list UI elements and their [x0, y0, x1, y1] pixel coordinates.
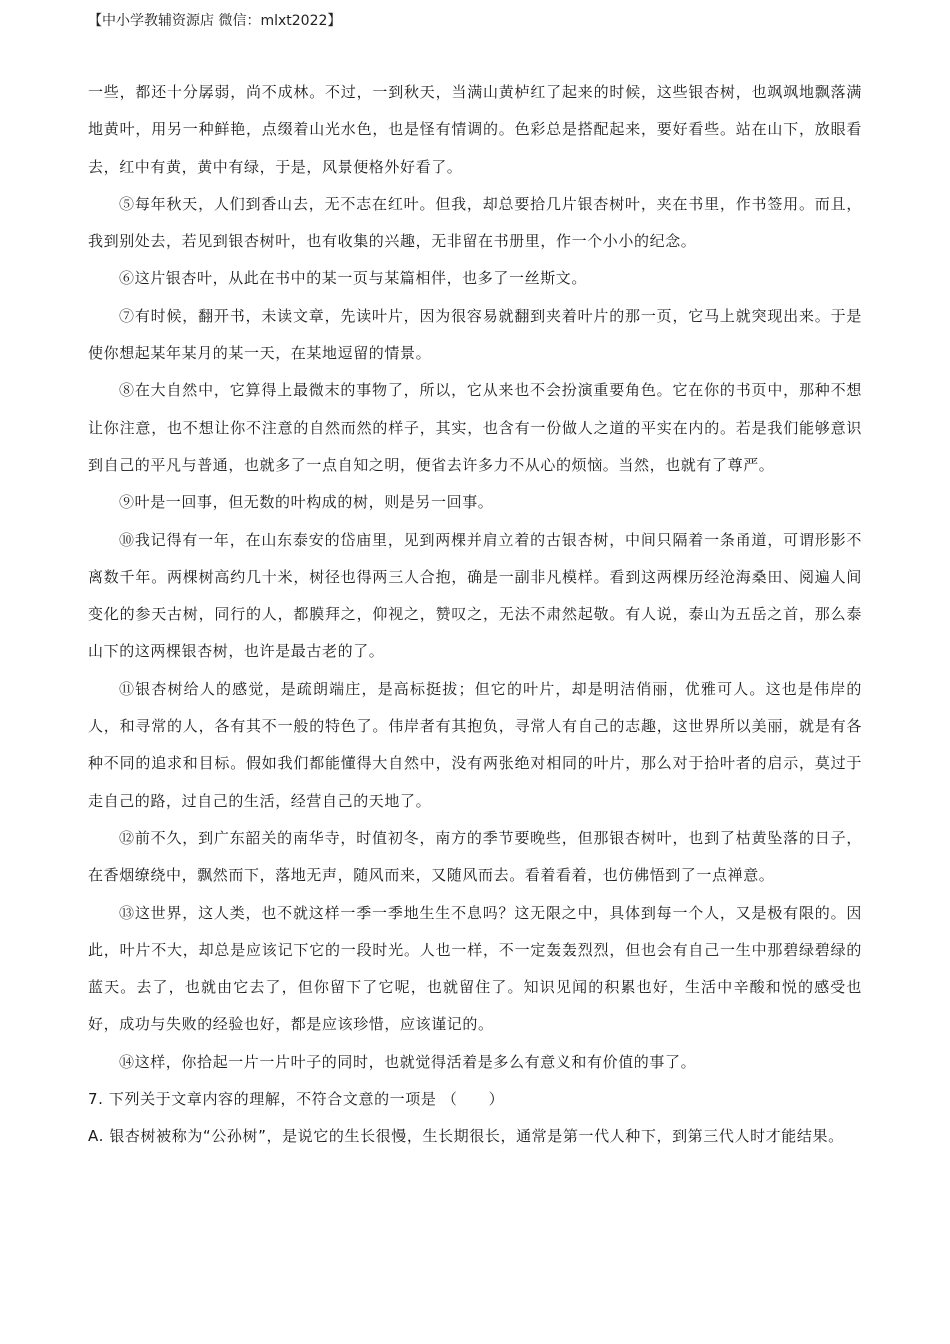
question-stem: 7. 下列关于文章内容的理解，不符合文意的一项是 （ ） [88, 1090, 505, 1109]
paragraph: ⑨叶是一回事，但无数的叶构成的树，则是另一回事。 [119, 493, 494, 512]
paragraph: ⑭这样，你拾起一片一片叶子的同时，也就觉得活着是多么有意义和有价值的事了。 [119, 1052, 697, 1071]
article-body [88, 74, 862, 1156]
paragraph: 一些，都还十分孱弱，尚不成林。不过，一到秋天，当满山黄栌红了起来的时候，这些银杏树，也飒飒地飘落满地黄叶，用另一种鲜艳，点缀着山光水色，也是怪有情调的。色彩总是搭配起来，要好看些。站在山下，放眼看去，红中有黄，黄中有绿，于是，风景便格外好看了。 [88, 83, 862, 176]
paragraph: ⑪银杏树给人的感觉，是疏朗端庄，是高标挺拔；但它的叶片，却是明洁俏丽，优雅可人。这也是伟岸的人，和寻常的人，各有其不一般的特色了。伟岸者有其抱负，寻常人有自己的志趣，这世界所以美丽，就是有各种不同的追求和目标。假如我们都能懂得大自然中，没有两张绝对相同的叶片，那么对于拾叶者的启示，莫过于走自己的路，过自己的生活，经营自己的天地了。 [88, 679, 862, 810]
page-header: 【中小学教辅资源店 微信：mlxt2022】 [88, 13, 342, 29]
paragraph: ⑦有时候，翻开书，未读文章，先读叶片，因为很容易就翻到夹着叶片的那一页，它马上就突现出来。于是使你想起某年某月的某一天，在某地逗留的情景。 [88, 306, 862, 363]
paragraph: ⑥这片银杏叶，从此在书中的某一页与某篇相伴，也多了一丝斯文。 [119, 269, 588, 288]
paragraph: ⑧在大自然中，它算得上最微末的事物了，所以，它从来也不会扮演重要角色。它在你的书页中，那种不想让你注意，也不想让你不注意的自然而然的样子，其实，也含有一份做人之道的平实在内的。若是我们能够意识到自己的平凡与普通，也就多了一点自知之明，便省去许多力不从心的烦恼。当然，也就有了尊严。 [88, 381, 862, 474]
paragraph: ⑫前不久，到广东韶关的南华寺，时值初冬，南方的季节要晚些，但那银杏树叶，也到了枯黄坠落的日子，在香烟缭绕中，飘然而下，落地无声，随风而来，又随风而去。看着看着，也仿佛悟到了一点禅意。 [88, 828, 862, 885]
paragraph: ⑩我记得有一年，在山东泰安的岱庙里，见到两棵并肩立着的古银杏树，中间只隔着一条甬道，可谓形影不离数千年。两棵树高约几十米，树径也得两三人合抱，确是一副非凡模样。看到这两棵历经沧海桑田、阅遍人间变化的参天古树，同行的人，都膜拜之，仰视之，赞叹之，无法不肃然起敬。有人说，泰山为五岳之首，那么泰山下的这两棵银杏树，也许是最古老的了。 [88, 530, 862, 661]
paragraph: ⑤每年秋天，人们到香山去，无不志在红叶。但我，却总要拾几片银杏树叶，夹在书里，作书签用。而且，我到别处去，若见到银杏树叶，也有收集的兴趣，无非留在书册里，作一个小小的纪念。 [88, 194, 862, 251]
paragraph: ⑬这世界，这人类，也不就这样一季一季地生生不息吗？这无限之中，具体到每一个人，又是极有限的。因此，叶片不大，却总是应该记下它的一段时光。人也一样，不一定轰轰烈烈，但也会有自己一生中那碧绿碧绿的蓝天。去了，也就由它去了，但你留下了它呢，也就留住了。知识见闻的积累也好，生活中辛酸和悦的感受也好，成功与失败的经验也好，都是应该珍惜，应该谨记的。 [88, 903, 862, 1034]
question-option-a: A. 银杏树被称为“公孙树”，是说它的生长很慢，生长期很长，通常是第一代人种下，到第三代人时才能结果。 [88, 1127, 844, 1146]
